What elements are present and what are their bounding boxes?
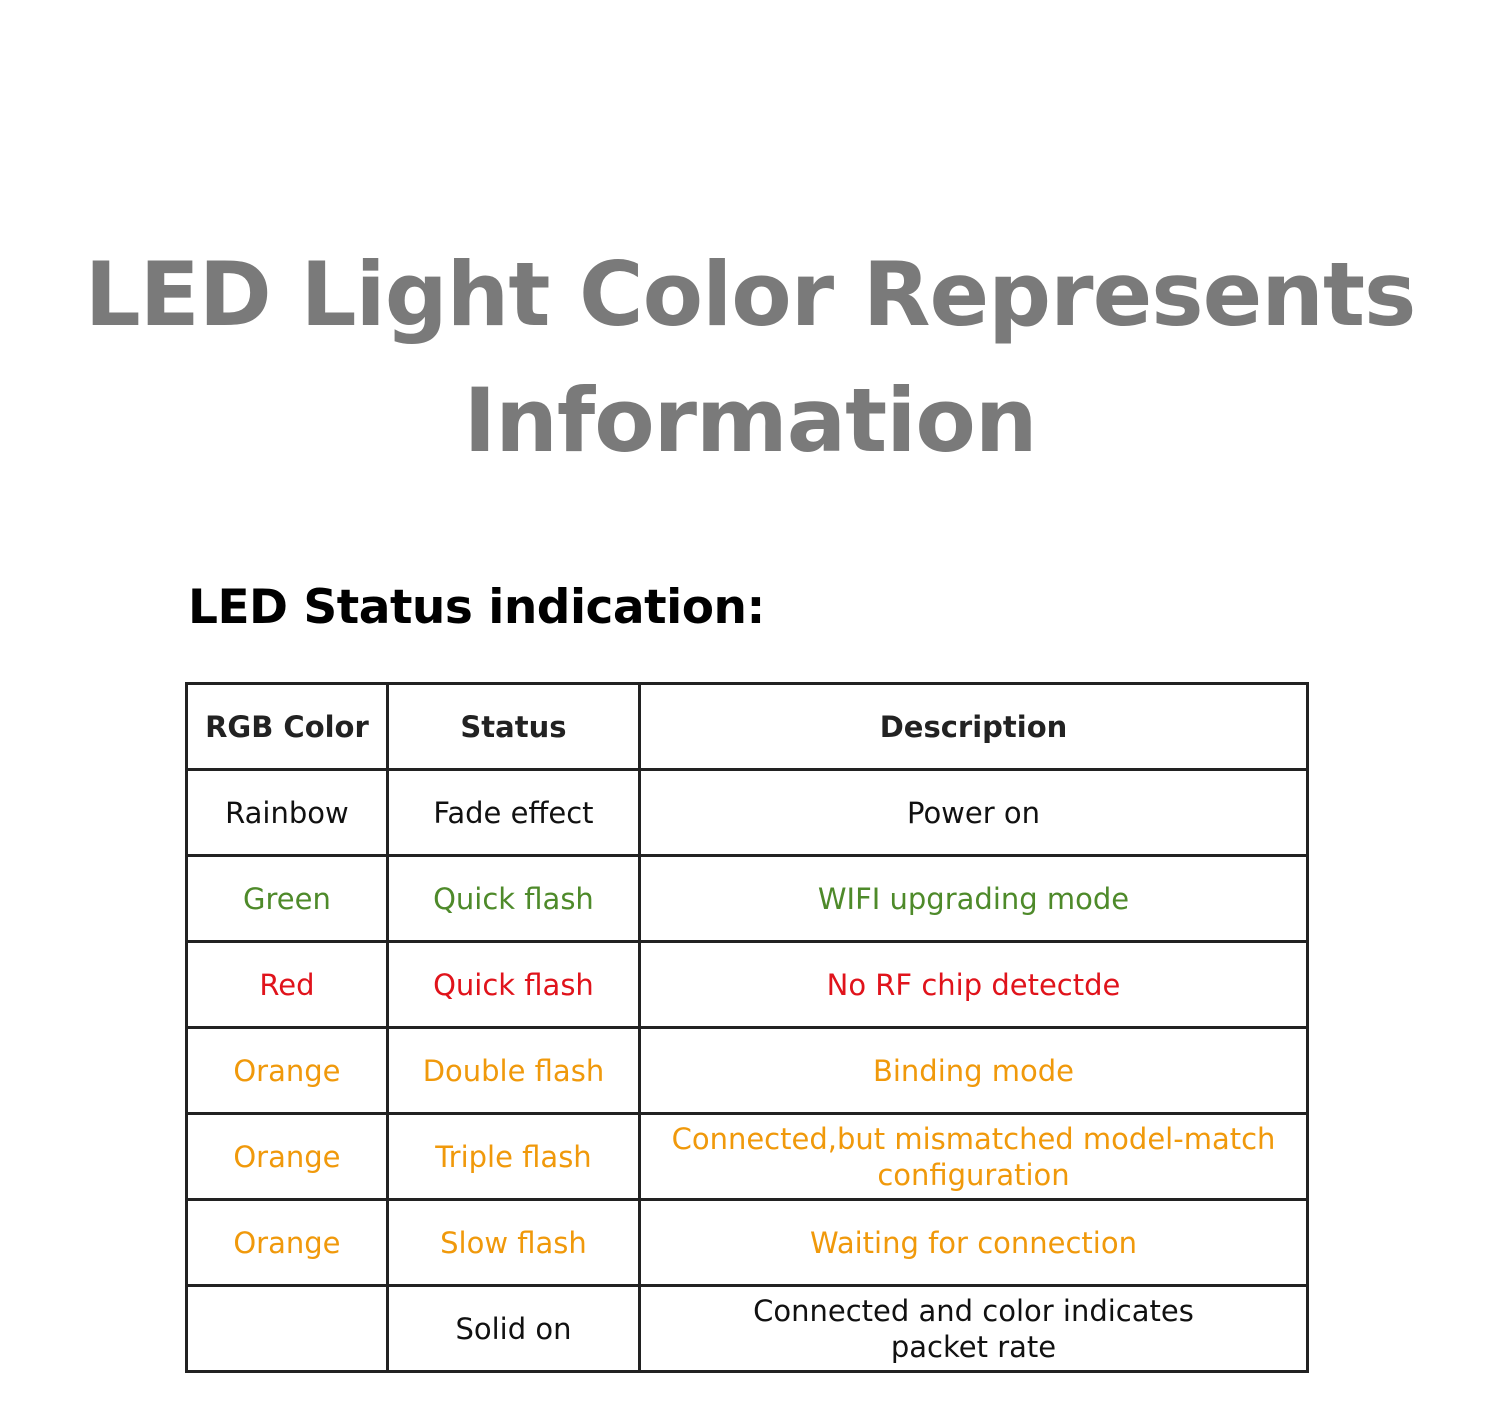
description-line: Power on: [906, 795, 1041, 830]
table-row: [187, 1286, 1308, 1372]
description-line: Connected,but mismatched model-match: [671, 1121, 1276, 1156]
cell-rgb-color: Orange: [187, 1028, 388, 1114]
table-row: [187, 1028, 1308, 1114]
cell-status: Double flash: [387, 1028, 639, 1114]
cell-status: Slow flash: [387, 1200, 639, 1286]
cell-rgb-color: Orange: [187, 1114, 388, 1200]
header-description: Description: [640, 684, 1308, 770]
cell-description: [640, 770, 1308, 856]
cell-description: [640, 1286, 1308, 1372]
header-rgb-color: RGB Color: [187, 684, 388, 770]
cell-description: [640, 942, 1308, 1028]
table-row: [187, 770, 1308, 856]
cell-status: Quick flash: [387, 942, 639, 1028]
table-row: [187, 856, 1308, 942]
table-row: [187, 942, 1308, 1028]
page-title-line-2: Information: [463, 369, 1037, 472]
description-line: Connected and color indicates: [753, 1293, 1194, 1328]
cell-status: Solid on: [387, 1286, 639, 1372]
table-row: [187, 1200, 1308, 1286]
description-line-2: packet rate: [890, 1329, 1057, 1364]
cell-description: [640, 1028, 1308, 1114]
cell-description: [640, 856, 1308, 942]
cell-rgb-color: Rainbow: [187, 770, 388, 856]
description-line-2: configuration: [877, 1157, 1070, 1192]
cell-status: Quick flash: [387, 856, 639, 942]
cell-status: Triple flash: [387, 1114, 639, 1200]
cell-rgb-color: Red: [187, 942, 388, 1028]
header-status: Status: [387, 684, 639, 770]
cell-status: Fade effect: [387, 770, 639, 856]
section-heading: LED Status indication:: [188, 580, 765, 635]
description-line: WIFI upgrading mode: [817, 881, 1130, 916]
led-status-table: [185, 682, 1309, 1373]
page-title-line-1: LED Light Color Represents: [84, 243, 1416, 346]
cell-description: [640, 1200, 1308, 1286]
description-line: Binding mode: [872, 1053, 1075, 1088]
cell-rgb-color: Green: [187, 856, 388, 942]
page-title: [0, 232, 1500, 484]
description-line: Waiting for connection: [810, 1225, 1137, 1260]
table-row: [187, 1114, 1308, 1200]
cell-rgb-color: [187, 1286, 388, 1372]
cell-rgb-color: Orange: [187, 1200, 388, 1286]
description-line: No RF chip detectde: [826, 967, 1121, 1002]
table-header-row: [187, 684, 1308, 770]
cell-description: [640, 1114, 1308, 1200]
